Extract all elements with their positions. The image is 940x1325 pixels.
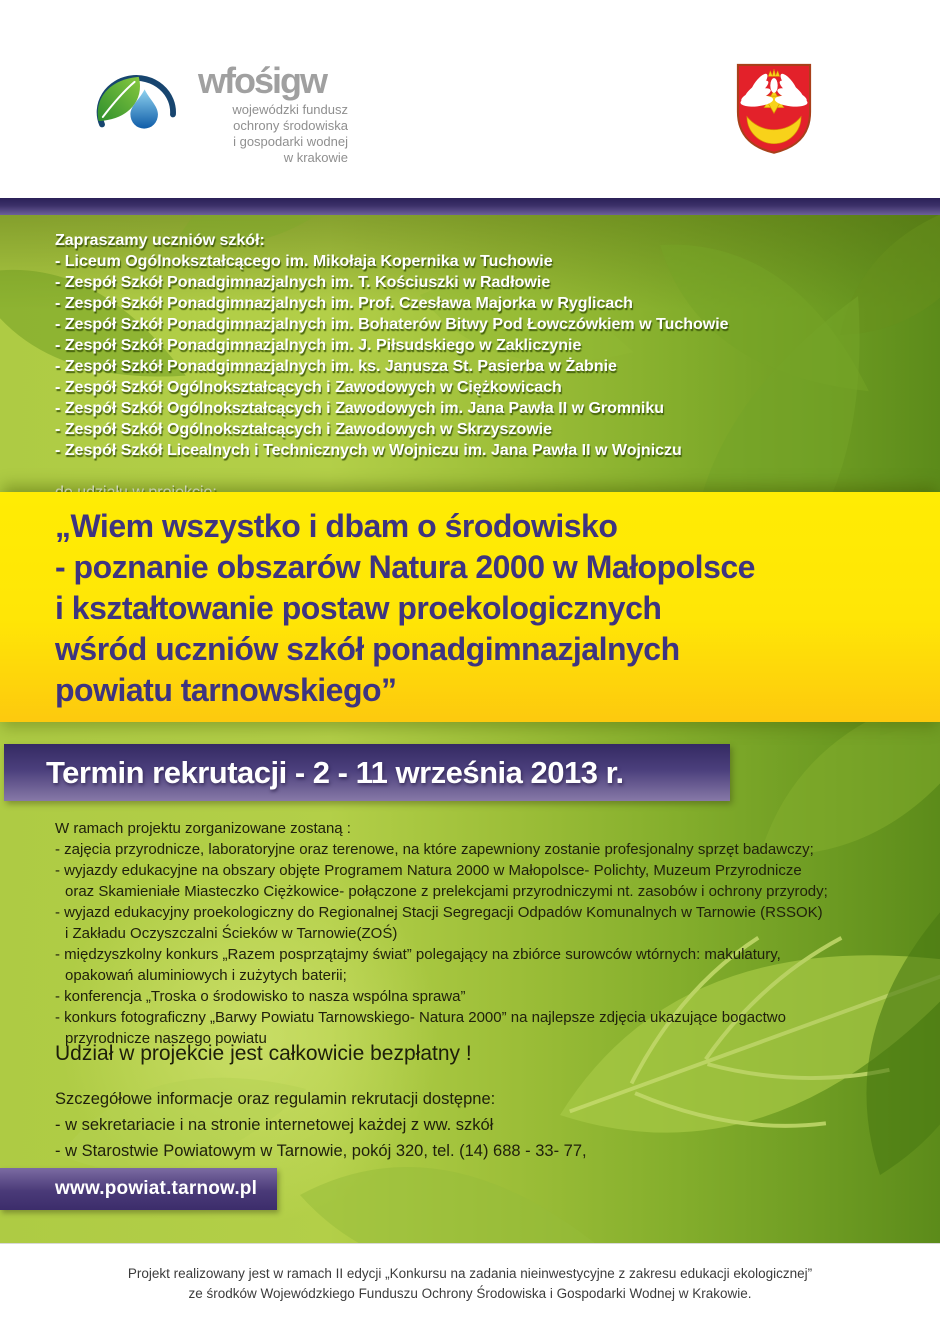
recruitment-banner (4, 744, 730, 801)
logo-tagline-line: i gospodarki wodnej (233, 134, 348, 149)
program-section (55, 818, 925, 1049)
school-list-item: - Zespół Szkół Ogólnokształcących i Zawodowych w Skrzyszowie (55, 421, 553, 438)
school-list-item: - Zespół Szkół Licealnych i Technicznych w Wojniczu im. Jana Pawła II w Wojniczu (55, 442, 682, 459)
project-title-line: - poznanie obszarów Natura 2000 w Małopolsce (55, 549, 755, 585)
school-list-item: - Zespół Szkół Ponadgimnazjalnych im. Bohaterów Bitwy Pod Łowczówkiem w Tuchowie (55, 316, 729, 333)
program-line: - międzyszkolny konkurs „Razem posprzątajmy świat” polegający na zbiórce surowców wtórnych: makulatury, (55, 946, 781, 963)
footer-line: Projekt realizowany jest w ramach II edycji „Konkursu na zadania nieinwestycyjne z zakresu edukacji ekologicznej” (127, 1266, 813, 1281)
divider-bar (0, 198, 940, 215)
project-title-line: wśród uczniów szkół ponadgimnazjalnych (55, 631, 680, 667)
program-line: i Zakładu Oczyszczalni Ścieków w Tarnowie(ZOŚ) (65, 925, 398, 942)
school-list-item: - Liceum Ogólnokształcącego im. Mikołaja Kopernika w Tuchowie (55, 253, 553, 270)
logo-wordmark: wfośigw (198, 60, 326, 101)
wfosigw-logo (92, 58, 348, 166)
project-title-line: i kształtowanie postaw proekologicznych (55, 590, 662, 626)
school-list-item: - Zespół Szkół Ponadgimnazjalnych im. T. Kościuszki w Radłowie (55, 274, 551, 291)
info-line: - w sekretariacie i na stronie internetowej każdej z ww. szkół (55, 1116, 494, 1134)
project-title-line: powiatu tarnowskiego” (55, 672, 397, 708)
school-list-item: - Zespół Szkół Ogólnokształcących i Zawodowych w Ciężkowicach (55, 379, 562, 396)
program-line: - wyjazd edukacyjny proekologiczny do Regionalnej Stacji Segregacji Odpadów Komunalnych w Tarnowie (RSSOK) (55, 904, 823, 921)
program-line: przyrodnicze naszego powiatu (65, 1030, 267, 1047)
logo-tagline-line: wojewódzki fundusz (232, 102, 348, 117)
program-line: - zajęcia przyrodnicze, laboratoryjne oraz terenowe, na które zapewniony zostanie profesjonalny sprzęt badawczy; (55, 841, 814, 858)
footer-line: ze środków Wojewódzkiego Funduszu Ochrony Środowiska i Gospodarki Wodnej w Krakowie. (188, 1286, 752, 1301)
logo-tagline (198, 102, 348, 166)
program-heading: W ramach projektu zorganizowane zostaną : (55, 820, 351, 837)
header (0, 0, 940, 198)
program-list (55, 839, 925, 1049)
program-line: oraz Skamieniałe Miasteczko Ciężkowice- połączone z prelekcjami przyrodniczymi nt. zasobów i ochrony przyrody; (65, 883, 828, 900)
info-section (55, 1086, 587, 1164)
website-box[interactable] (0, 1168, 277, 1210)
recruitment-banner-text: Termin rekrutacji - 2 - 11 września 2013 r. (46, 754, 624, 790)
info-heading: Szczegółowe informacje oraz regulamin rekrutacji dostępne: (55, 1090, 496, 1108)
school-list-item: - Zespół Szkół Ponadgimnazjalnych im. J. Piłsudskiego w Zakliczynie (55, 337, 582, 354)
school-list (55, 251, 729, 461)
footer (0, 1243, 940, 1325)
free-participation-note: Udział w projekcie jest całkowicie bezpłatny ! (55, 1042, 472, 1065)
website-url[interactable]: www.powiat.tarnow.pl (55, 1178, 258, 1199)
info-list (55, 1112, 587, 1164)
program-line: - konferencja „Troska o środowisko to nasza wspólna sprawa” (55, 988, 466, 1005)
logo-text (198, 58, 348, 166)
school-list-item: - Zespół Szkół Ogólnokształcących i Zawodowych im. Jana Pawła II w Gromniku (55, 400, 665, 417)
info-line: - w Starostwie Powiatowym w Tarnowie, pokój 320, tel. (14) 688 - 33- 77, (55, 1142, 587, 1160)
project-title-line: „Wiem wszystko i dbam o środowisko (55, 508, 618, 544)
invitation-section (55, 230, 729, 503)
logo-tagline-line: w krakowie (283, 150, 348, 165)
program-line: opakowań aluminiowych i zużytych baterii; (65, 967, 347, 984)
logo-tagline-line: ochrony środowiska (233, 118, 348, 133)
program-line: - konkurs fotograficzny „Barwy Powiatu Tarnowskiego- Natura 2000” na najlepsze zdjęcia ukazujące bogactwo (55, 1009, 786, 1026)
tarnow-county-coat-of-arms-icon (733, 60, 815, 156)
project-title-box (0, 492, 940, 722)
program-line: - wyjazdy edukacyjne na obszary objęte Programem Natura 2000 w Małopolsce- Polichty, Muzeum Przyrodnicze (55, 862, 802, 879)
school-list-item: - Zespół Szkół Ponadgimnazjalnych im. Prof. Czesława Majorka w Ryglicach (55, 295, 633, 312)
invitation-intro: Zapraszamy uczniów szkół: (55, 232, 265, 249)
school-list-item: - Zespół Szkół Ponadgimnazjalnych im. ks. Janusza St. Pasierba w Żabnie (55, 358, 617, 375)
leaf-and-waterdrop-icon (92, 58, 188, 150)
